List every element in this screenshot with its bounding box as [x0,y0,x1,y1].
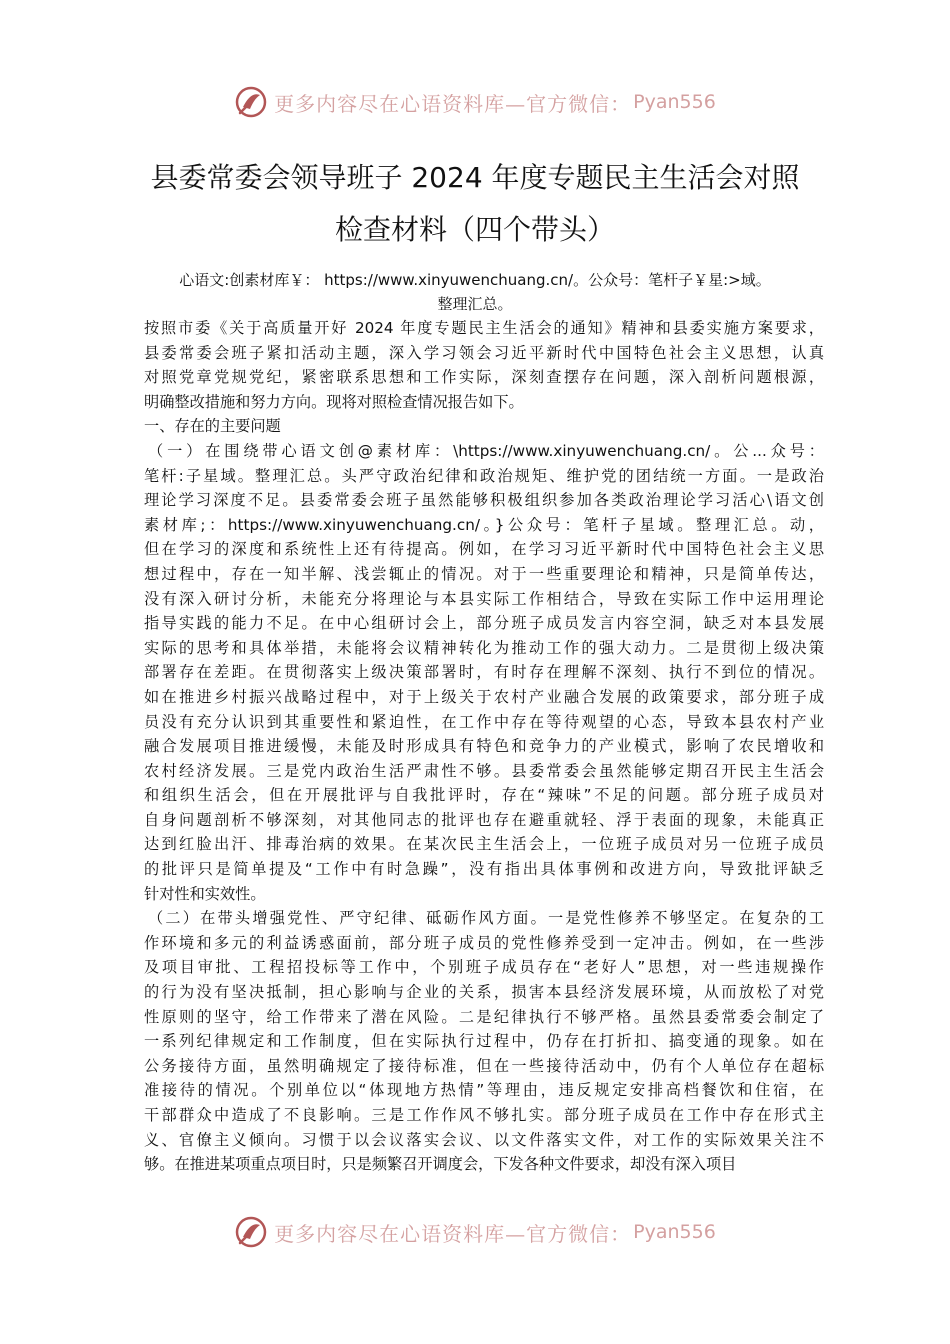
body-line: 的批评只是简单提及“工作中有时急躁”，没有指出具体事例和改进方向，导致批评缺乏 [144,860,824,879]
body-line: 理论学习深度不足。县委常委会班子虽然能够积极组织参加各类政治理论学习活心\语文创 [144,491,824,510]
body-line: 公务接待方面，虽然明确规定了接待标准，但在一些接待活动中，仍有个人单位存在超标 [144,1056,824,1075]
body-line: 部署存在差距。在贯彻落实上级决策部署时，有时存在理解不深刻、执行不到位的情况。 [144,663,824,682]
document-title [60,152,890,256]
body-line: 明确整改措施和努力方向。现将对照检查情况报告如下。 [144,392,524,411]
body-line: （二）在带头增强党性、严守纪律、砥砺作风方面。一是党性修养不够坚定。在复杂的工 [148,909,824,928]
title-line-2: 检查材料（四个带头） [334,213,615,246]
body-line: 融合发展项目推进缓慢，未能及时形成具有特色和竞争力的产业模式，影响了农民增收和 [144,737,824,756]
watermark-text: 更多内容尽在心语资料库—官方微信： [274,91,632,116]
body-line: 按照市委《关于高质量开好 2024 年度专题民主生活会的通知》精神和县委实施方案要求， [144,319,824,337]
body-line: 作环境和多元的利益诱惑面前，部分班子成员的党性修养受到一定冲击。例如，在一些涉 [144,933,824,952]
body-line: 对照党章党规党纪，紧密联系思想和工作实际，深刻查摆存在问题，深入剖析问题根源， [144,368,824,387]
watermark-text: 更多内容尽在心语资料库—官方微信： [274,1221,632,1246]
body-line: 笔杆:子星域。整理汇总。头严守政治纪律和政治规矩、维护党的团结统一方面。一是政治 [144,466,824,485]
body-line: 员没有充分认识到其重要性和紧迫性，在工作中存在等待观望的心态，导致本县农村产业 [144,712,824,731]
body-line: 的行为没有坚决抵制，担心影响与企业的关系，损害本县经济发展环境，从而放松了对党 [144,983,824,1002]
body-line: 农村经济发展。三是党内政治生活严肃性不够。县委常委会虽然能够定期召开民主生活会 [144,761,824,780]
body-line: 自身问题剖析不够深刻，对其他同志的批评也存在避重就轻、浮于表面的现象，未能真正 [144,810,824,829]
document-body [144,316,824,1177]
body-line: 一、存在的主要问题 [144,417,281,436]
watermark-wechat-id: Pyan556 [633,1221,716,1243]
body-line: 如在推进乡村振兴战略过程中，对于上级关于农村产业融合发展的政策要求，部分班子成 [144,687,824,706]
body-line: 指导实践的能力不足。在中心组研讨会上，部分班子成员发言内容空洞，缺乏对本县发展 [144,614,824,633]
body-line: 准接待的情况。个别单位以“体现地方热情”等理由，违反规定安排高档餐饮和住宿，在 [144,1081,824,1100]
body-line: 义、官僚主义倾向。习惯于以会议落实会议、以文件落实文件，对工作的实际效果关注不 [144,1130,824,1149]
title-line-1: 县委常委会领导班子 2024 年度专题民主生活会对照 [150,161,800,194]
source-note [130,268,820,316]
body-line: 一系列纪律规定和工作制度，但在实际执行过程中，仍存在打折扣、搞变通的现象。如在 [144,1032,824,1051]
body-line: 性原则的坚守，给工作带来了潜在风险。二是纪律执行不够严格。虽然县委常委会制定了 [144,1007,824,1026]
body-line: 县委常委会班子紧扣活动主题，深入学习领会习近平新时代中国特色社会主义思想，认真 [144,343,824,362]
body-line: 达到红脸出汗、排毒治病的效果。在某次民主生活会上，一位班子成员对另一位班子成员 [144,835,824,854]
body-line: 及项目审批、工程招投标等工作中，个别班子成员存在“老好人”思想，对一些违规操作 [144,958,824,977]
body-line: 和组织生活会，但在开展批评与自我批评时，存在“辣味”不足的问题。部分班子成员对 [144,786,824,805]
brand-logo-icon [234,85,268,119]
body-line: 针对性和实效性。 [144,884,266,903]
source-line-1: 心语文:创素材库￥： https://www.xinyuwenchuang.cn/。公众号：笔杆子￥星:>域。 [179,271,771,289]
body-line: 但在学习的深度和系统性上还有待提高。例如，在学习习近平新时代中国特色社会主义思 [144,540,824,559]
source-line-2: 整理汇总。 [437,295,513,313]
body-line: 想过程中，存在一知半解、浅尝辄止的情况。对于一些重要理论和精神，只是简单传达， [144,564,824,583]
body-line: （一）在围绕带心语文创@素材库：\https://www.xinyuwenchuang.cn/。公...众号： [148,441,824,460]
body-line: 实际的思考和具体举措，未能将会议精神转化为推动工作的强大动力。二是贯彻上级决策 [144,638,824,657]
body-line: 没有深入研讨分析，未能充分将理论与本县实际工作相结合，导致在实际工作中运用理论 [144,589,824,608]
body-line: 素材库;：https://www.xinyuwenchuang.cn/。}公众号：笔杆子星域。整理汇总。动， [144,515,824,534]
body-line: 干部群众中造成了不良影响。三是工作作风不够扎实。部分班子成员在工作中存在形式主 [144,1106,824,1124]
header-watermark [0,82,950,122]
watermark-wechat-id: Pyan556 [633,91,716,113]
brand-logo-icon [234,1215,268,1249]
body-line: 够。在推进某项重点项目时，只是频繁召开调度会，下发各种文件要求，却没有深入项目 [144,1155,737,1174]
footer-watermark [0,1212,950,1252]
